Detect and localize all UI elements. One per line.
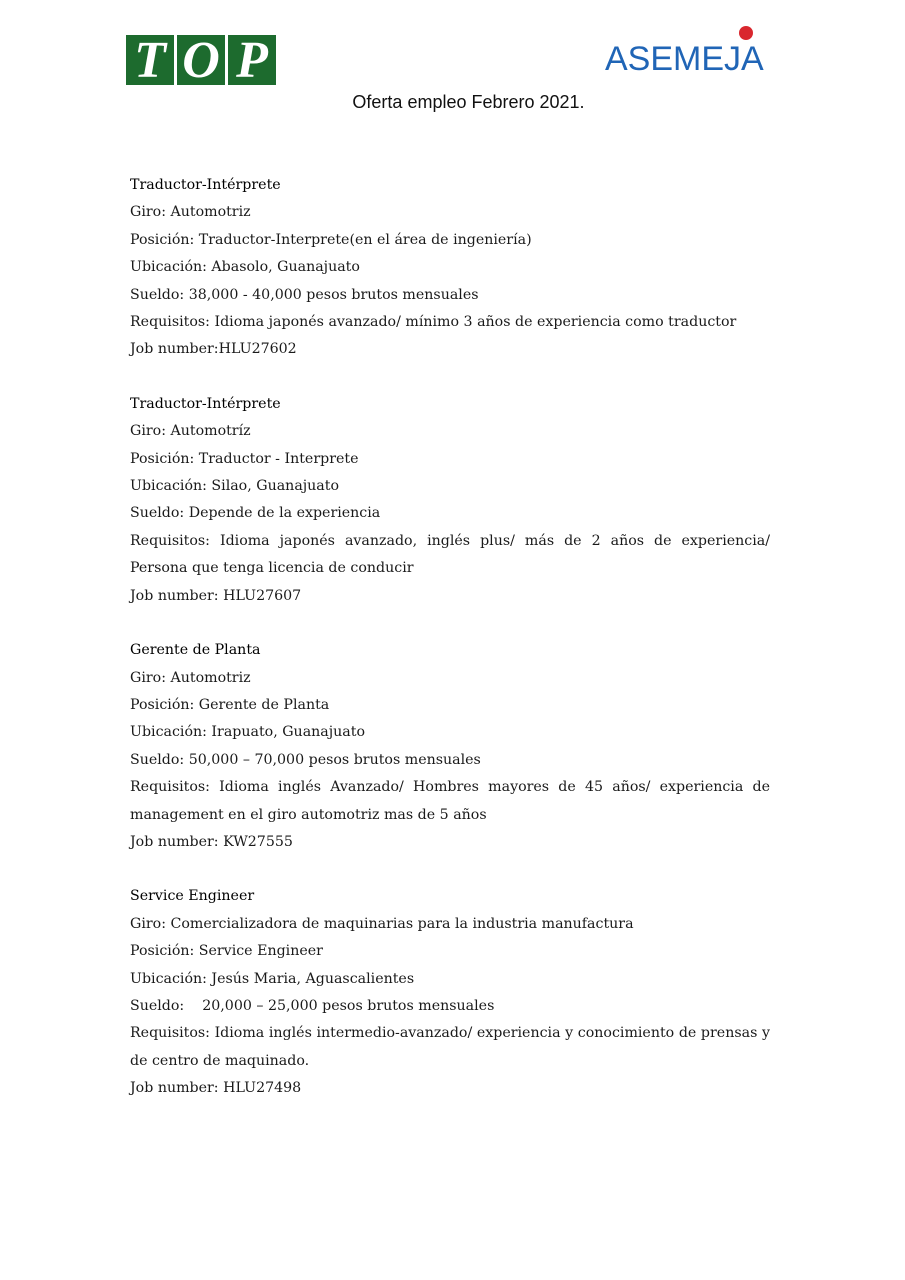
job-giro: Giro: Automotríz: [130, 423, 251, 440]
job-sueldo: Sueldo: 20,000 – 25,000 pesos brutos mensuales: [130, 997, 495, 1014]
job-requisitos: Requisitos: Idioma inglés intermedio-avanzado/ experiencia y conocimiento de prensas y de centro de maquinado.: [130, 1025, 770, 1069]
job-listing: [130, 172, 770, 364]
page-title: Oferta empleo Febrero 2021.: [352, 92, 585, 112]
job-sueldo: Sueldo: 38,000 - 40,000 pesos brutos mensuales: [130, 286, 479, 303]
job-number: Job number: HLU27607: [130, 587, 302, 604]
job-listings: [130, 172, 770, 1130]
job-giro: Giro: Automotriz: [130, 204, 251, 221]
job-ubicacion: Ubicación: Abasolo, Guanajuato: [130, 259, 360, 276]
top-logo-letter-o: O: [177, 35, 225, 85]
job-giro: Giro: Automotriz: [130, 669, 251, 686]
job-requisitos: Requisitos: Idioma inglés Avanzado/ Hombres mayores de 45 años/ experiencia de management en el giro automotriz mas de 5 años: [130, 779, 770, 823]
job-giro: Giro: Comercializadora de maquinarias para la industria manufactura: [130, 915, 634, 932]
job-listing: [130, 391, 770, 610]
job-posicion: Posición: Gerente de Planta: [130, 696, 330, 713]
top-logo: [126, 32, 276, 89]
job-number: Job number: KW27555: [130, 833, 293, 850]
job-requisitos: Requisitos: Idioma japonés avanzado, inglés plus/ más de 2 años de experiencia/ Persona que tenga licencia de conducir: [130, 532, 770, 577]
job-posicion: Posición: Service Engineer: [130, 943, 323, 960]
top-logo-letter-p: P: [228, 35, 276, 85]
job-posicion: Posición: Traductor-Interprete(en el área de ingeniería): [130, 231, 532, 248]
job-posicion: Posición: Traductor - Interprete: [130, 450, 359, 467]
job-ubicacion: Ubicación: Jesús Maria, Aguascalientes: [130, 970, 415, 987]
top-logo-letter-t: T: [126, 35, 174, 85]
job-ubicacion: Ubicación: Silao, Guanajuato: [130, 478, 340, 495]
job-sueldo: Sueldo: Depende de la experiencia: [130, 505, 381, 522]
job-title: Traductor-Intérprete: [130, 395, 281, 412]
asemeja-logo-text: ASEMEJA: [605, 40, 764, 78]
job-listing: [130, 637, 770, 856]
job-number: Job number:HLU27602: [130, 341, 297, 358]
job-listing: [130, 883, 770, 1102]
job-ubicacion: Ubicación: Irapuato, Guanajuato: [130, 724, 365, 741]
asemeja-logo: [605, 26, 780, 86]
job-requisitos: Requisitos: Idioma japonés avanzado/ mínimo 3 años de experiencia como traductor: [130, 314, 737, 331]
asemeja-logo-dot-icon: [739, 26, 753, 40]
job-title: Traductor-Intérprete: [130, 177, 281, 193]
job-sueldo: Sueldo: 50,000 – 70,000 pesos brutos mensuales: [130, 751, 481, 768]
job-title: Service Engineer: [130, 888, 255, 905]
job-title: Gerente de Planta: [130, 642, 261, 659]
job-number: Job number: HLU27498: [130, 1080, 302, 1097]
